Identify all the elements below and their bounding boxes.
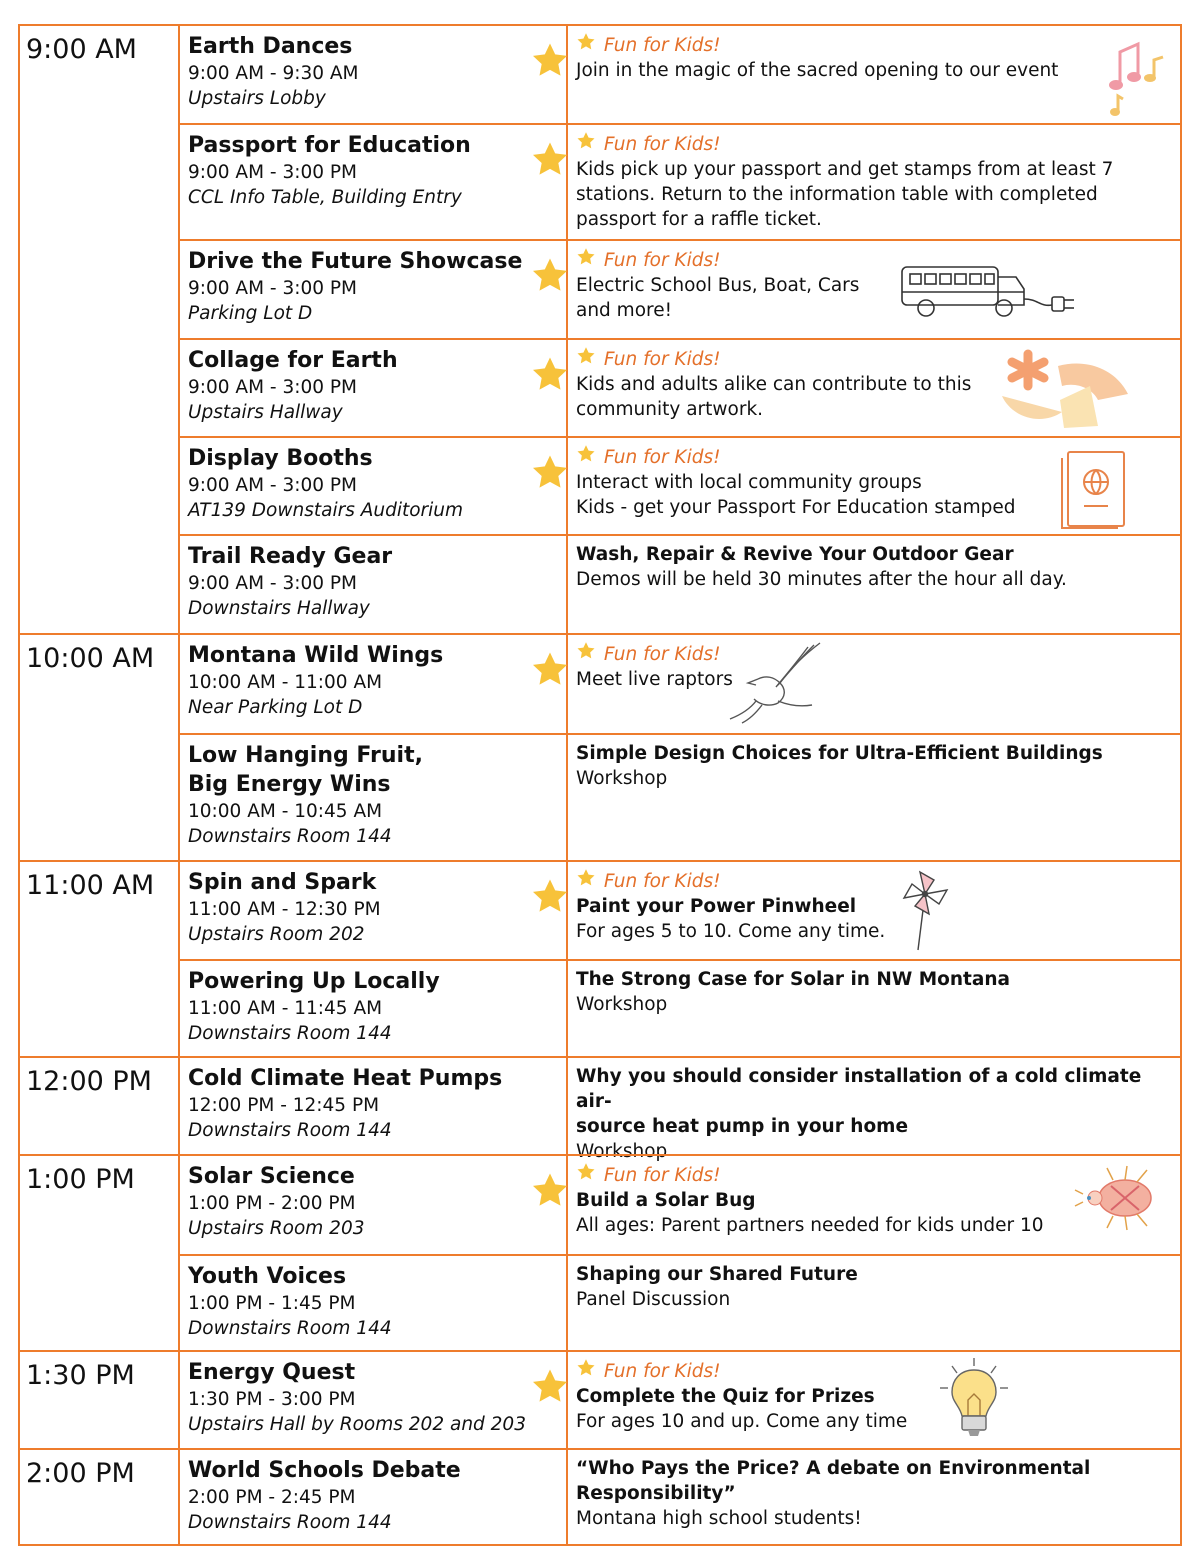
event-cell [180, 735, 568, 862]
kids-label: Fun for Kids! [576, 247, 1172, 273]
event-cell [180, 1156, 568, 1254]
event-location: Near Parking Lot D [188, 697, 363, 718]
star-icon [576, 1162, 596, 1182]
event-time: 9:00 AM - 3:00 PM [188, 377, 358, 398]
event-location: Downstairs Room 144 [188, 1023, 392, 1044]
pinwheel-icon [900, 866, 950, 952]
event-row [180, 123, 1180, 239]
event-location: Downstairs Hallway [188, 598, 370, 619]
event-title: Display Booths [188, 446, 373, 471]
time-label: 10:00 AM [26, 643, 155, 674]
passport-icon [1058, 448, 1130, 532]
event-cell [180, 961, 568, 1058]
event-location: CCL Info Table, Building Entry [188, 187, 462, 208]
star-icon [576, 868, 596, 888]
schedule-table [18, 24, 1182, 1546]
time-cell [20, 1058, 180, 1154]
star-icon [530, 41, 570, 81]
event-location: Upstairs Hall by Rooms 202 and 203 [188, 1414, 526, 1435]
description-heading: Simple Design Choices for Ultra-Efficient Buildings [576, 743, 1103, 764]
kids-label: Fun for Kids! [576, 1358, 1172, 1384]
event-title: Spin and Spark [188, 870, 377, 895]
star-icon [530, 877, 570, 917]
time-label: 1:30 PM [26, 1360, 135, 1391]
description-text: community artwork. [576, 399, 764, 420]
event-time: 10:00 AM - 10:45 AM [188, 801, 383, 822]
hour-block [20, 633, 1180, 860]
event-location: Parking Lot D [188, 303, 313, 324]
event-location: Upstairs Hallway [188, 402, 343, 423]
solar-bug-icon [1073, 1164, 1163, 1234]
description-text: Interact with local community groups [576, 472, 922, 493]
event-cell [180, 26, 568, 123]
star-icon [576, 1358, 596, 1378]
event-time: 1:30 PM - 3:00 PM [188, 1389, 356, 1410]
event-time: 11:00 AM - 12:30 PM [188, 899, 381, 920]
event-cell [180, 125, 568, 239]
description-text: Kids and adults alike can contribute to this [576, 374, 972, 395]
kids-label: Fun for Kids! [576, 641, 1172, 667]
event-time: 9:00 AM - 3:00 PM [188, 162, 358, 183]
event-title: Youth Voices [188, 1264, 347, 1289]
event-cell [180, 862, 568, 959]
event-row [180, 534, 1180, 633]
event-location: Upstairs Lobby [188, 88, 326, 109]
event-time: 1:00 PM - 1:45 PM [188, 1293, 356, 1314]
event-row [180, 635, 1180, 733]
event-title: Passport for Education [188, 133, 471, 158]
event-description [568, 1058, 1180, 1162]
description-text: Demos will be held 30 minutes after the hour all day. [576, 569, 1067, 590]
event-cell [180, 438, 568, 534]
event-location: Downstairs Room 144 [188, 1512, 392, 1533]
event-time: 1:00 PM - 2:00 PM [188, 1193, 356, 1214]
event-row [180, 1254, 1180, 1352]
description-heading: Paint your Power Pinwheel [576, 896, 857, 917]
event-row [180, 862, 1180, 959]
hour-block [20, 1350, 1180, 1448]
description-heading: Complete the Quiz for Prizes [576, 1386, 875, 1407]
time-label: 2:00 PM [26, 1458, 135, 1489]
description-text: Montana high school students! [576, 1508, 862, 1529]
event-cell [180, 1450, 568, 1546]
event-cell [180, 635, 568, 733]
star-icon [530, 355, 570, 395]
description-heading: Wash, Repair & Revive Your Outdoor Gear [576, 544, 1014, 565]
event-time: 9:00 AM - 3:00 PM [188, 573, 358, 594]
lightbulb-icon [936, 1356, 1012, 1444]
event-description [568, 125, 1180, 239]
time-cell [20, 1352, 180, 1448]
event-row [180, 338, 1180, 436]
description-heading: Why you should consider installation of a cold climate air- [576, 1066, 1142, 1112]
description-text: passport for a raffle ticket. [576, 209, 822, 230]
event-title-line2: Big Energy Wins [188, 772, 391, 797]
description-text: Kids pick up your passport and get stamps from at least 7 [576, 159, 1114, 180]
event-location: Downstairs Room 144 [188, 826, 392, 847]
event-location: Upstairs Room 203 [188, 1218, 365, 1239]
description-text: stations. Return to the information table with completed [576, 184, 1098, 205]
event-description [568, 735, 1180, 862]
star-icon [530, 1171, 570, 1211]
electric-school-bus-icon [898, 261, 1098, 325]
description-heading: The Strong Case for Solar in NW Montana [576, 969, 1010, 990]
star-icon [576, 641, 596, 661]
event-location: Downstairs Room 144 [188, 1120, 392, 1141]
event-description [568, 340, 1180, 436]
description-text: Join in the magic of the sacred opening to our event [576, 60, 1059, 81]
event-title: Low Hanging Fruit, [188, 743, 423, 768]
star-icon [576, 247, 596, 267]
kids-label: Fun for Kids! [576, 444, 1172, 470]
event-row [180, 26, 1180, 123]
event-cell [180, 1256, 568, 1352]
event-description [568, 961, 1180, 1058]
description-text: Workshop [576, 1141, 668, 1162]
time-label: 11:00 AM [26, 870, 155, 901]
hour-block [20, 26, 1180, 633]
event-cell [180, 536, 568, 633]
time-cell [20, 635, 180, 860]
event-time: 12:00 PM - 12:45 PM [188, 1095, 380, 1116]
event-time: 10:00 AM - 11:00 AM [188, 672, 383, 693]
event-row [180, 733, 1180, 862]
star-icon [530, 256, 570, 296]
event-title: Powering Up Locally [188, 969, 440, 994]
kids-label: Fun for Kids! [576, 346, 1172, 372]
music-notes-icon [1106, 38, 1166, 116]
event-title: Drive the Future Showcase [188, 249, 523, 274]
hour-block [20, 860, 1180, 1056]
star-icon [530, 453, 570, 493]
star-icon [576, 131, 596, 151]
kids-label: Fun for Kids! [576, 868, 1172, 894]
kids-label: Fun for Kids! [576, 131, 1172, 157]
raptor-icon [728, 639, 828, 727]
kids-label: Fun for Kids! [576, 1162, 1172, 1188]
event-description [568, 438, 1180, 534]
time-cell [20, 1156, 180, 1350]
event-row [180, 239, 1180, 338]
event-location: Downstairs Room 144 [188, 1318, 392, 1339]
time-label: 12:00 PM [26, 1066, 152, 1097]
event-title: Cold Climate Heat Pumps [188, 1066, 503, 1091]
event-title: Trail Ready Gear [188, 544, 393, 569]
hour-block [20, 1448, 1180, 1544]
description-text: Kids - get your Passport For Education stamped [576, 497, 1016, 518]
event-title: Energy Quest [188, 1360, 356, 1385]
time-cell [20, 1450, 180, 1544]
hour-block [20, 1154, 1180, 1350]
event-row [180, 1156, 1180, 1254]
star-icon [530, 140, 570, 180]
star-icon [576, 32, 596, 52]
event-row [180, 436, 1180, 534]
event-description [568, 635, 1180, 733]
description-heading: Responsibility” [576, 1483, 736, 1504]
time-cell [20, 26, 180, 633]
time-label: 9:00 AM [26, 34, 137, 65]
description-heading: Shaping our Shared Future [576, 1264, 858, 1285]
description-text: Workshop [576, 768, 668, 789]
event-description [568, 241, 1180, 338]
event-time: 9:00 AM - 3:00 PM [188, 278, 358, 299]
event-location: AT139 Downstairs Auditorium [188, 500, 464, 521]
description-heading: Build a Solar Bug [576, 1190, 756, 1211]
star-icon [530, 650, 570, 690]
event-time: 9:00 AM - 3:00 PM [188, 475, 358, 496]
time-label: 1:00 PM [26, 1164, 135, 1195]
event-location: Upstairs Room 202 [188, 924, 365, 945]
event-time: 2:00 PM - 2:45 PM [188, 1487, 356, 1508]
event-cell [180, 241, 568, 338]
description-text: For ages 5 to 10. Come any time. [576, 921, 886, 942]
star-icon [530, 1367, 570, 1407]
description-text: Electric School Bus, Boat, Cars [576, 275, 860, 296]
star-icon [576, 444, 596, 464]
event-row [180, 959, 1180, 1058]
event-description [568, 1450, 1180, 1546]
time-cell [20, 862, 180, 1056]
event-title: Collage for Earth [188, 348, 398, 373]
event-description [568, 1156, 1180, 1254]
event-row [180, 1058, 1180, 1162]
description-heading: “Who Pays the Price? A debate on Environmental [576, 1458, 1091, 1479]
event-time: 11:00 AM - 11:45 AM [188, 998, 383, 1019]
event-time: 9:00 AM - 9:30 AM [188, 63, 359, 84]
event-description [568, 536, 1180, 633]
hour-block [20, 1056, 1180, 1162]
event-title: Solar Science [188, 1164, 355, 1189]
event-cell [180, 1058, 568, 1156]
collage-shapes-icon [998, 348, 1138, 432]
description-text: All ages: Parent partners needed for kids under 10 [576, 1215, 1044, 1236]
event-title: Earth Dances [188, 34, 353, 59]
description-text: and more! [576, 300, 673, 321]
event-title: Montana Wild Wings [188, 643, 444, 668]
event-description [568, 26, 1180, 123]
description-text: Panel Discussion [576, 1289, 731, 1310]
description-text: Meet live raptors [576, 669, 733, 690]
event-description [568, 862, 1180, 959]
description-text: Workshop [576, 994, 668, 1015]
event-description [568, 1352, 1180, 1450]
event-row [180, 1450, 1180, 1546]
event-title: World Schools Debate [188, 1458, 461, 1483]
event-description [568, 1256, 1180, 1352]
description-heading: source heat pump in your home [576, 1116, 908, 1137]
description-text: For ages 10 and up. Come any time [576, 1411, 908, 1432]
event-cell [180, 340, 568, 436]
kids-label: Fun for Kids! [576, 32, 1172, 58]
event-row [180, 1352, 1180, 1450]
event-cell [180, 1352, 568, 1450]
star-icon [576, 346, 596, 366]
